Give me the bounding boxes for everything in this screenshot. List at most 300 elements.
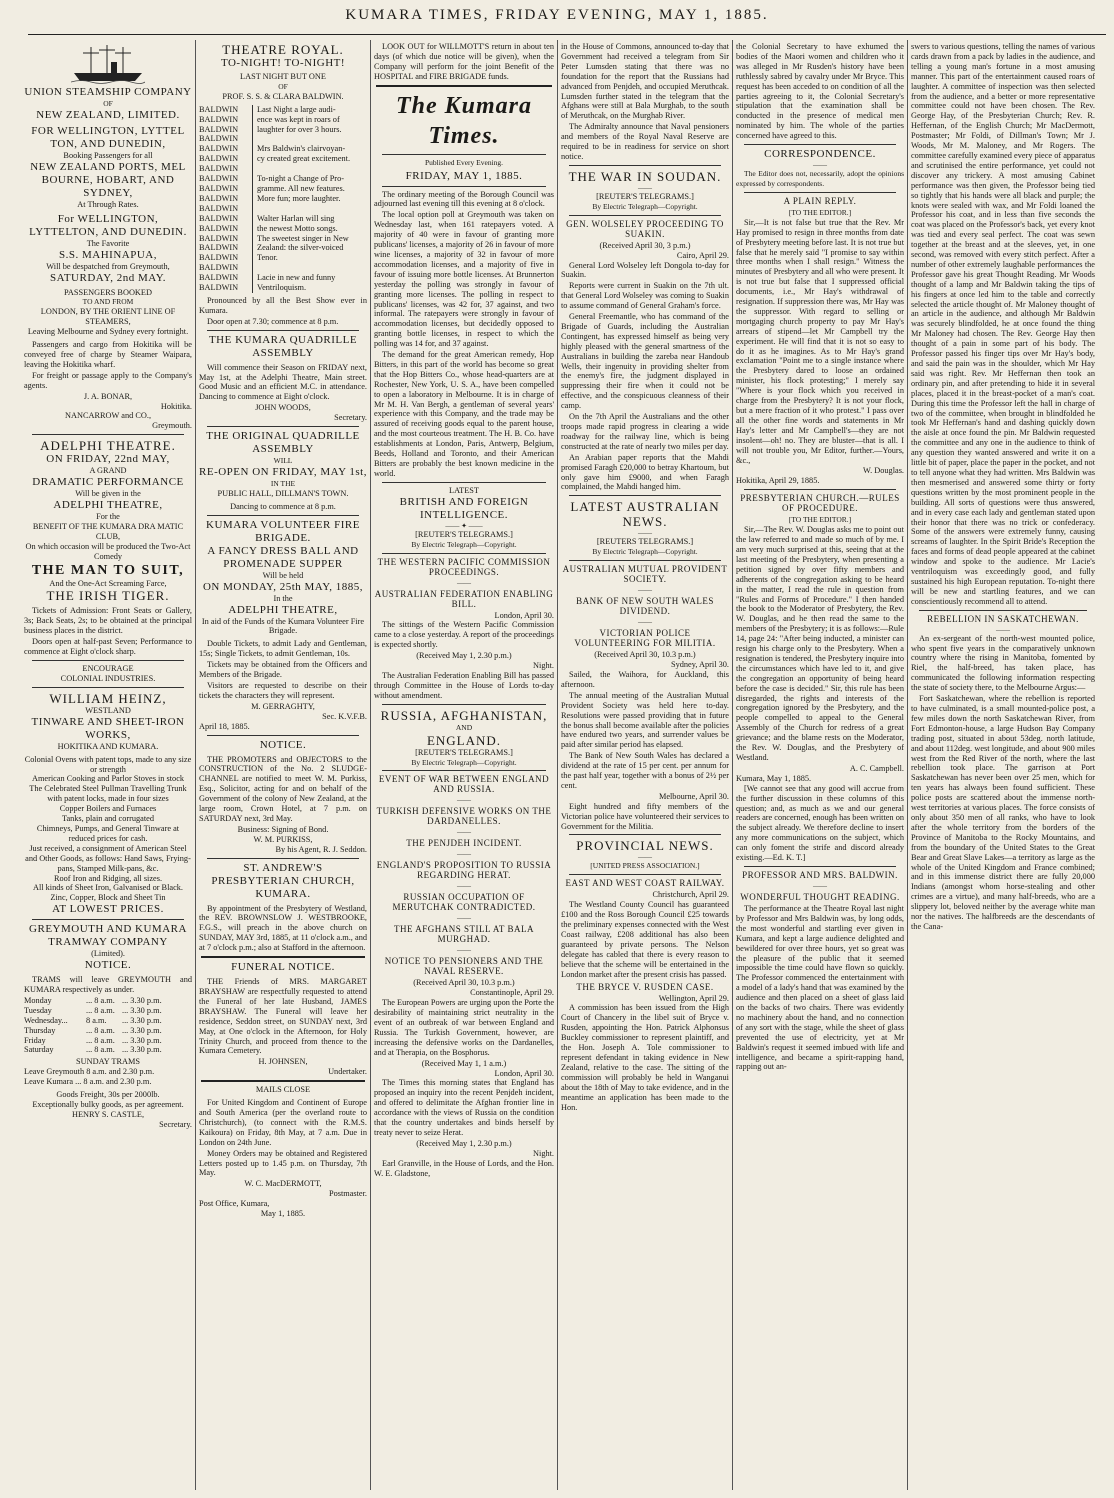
subheading: RUSSIAN OCCUPATION OF MERUTCHAK CONTRADICTED.: [392, 892, 536, 913]
divider: [569, 165, 721, 166]
section-heading: LATEST AUSTRALIAN: [570, 499, 720, 515]
subheading: VICTORIAN POLICE VOLUNTEERING FOR MILITIA.: [574, 628, 716, 649]
divider: [382, 186, 546, 187]
text: ence was kept in roars of: [257, 114, 340, 124]
divider: [382, 704, 546, 705]
text: [253, 204, 367, 214]
dateline: London, April 30.: [494, 610, 554, 620]
text: S.S. MAHINAPUA,: [59, 248, 157, 261]
subheading: BANK OF NEW SOUTH WALES DIVIDEND.: [576, 596, 714, 617]
divider-ornament: ——: [813, 881, 827, 890]
text: SUNDAY TRAMS: [75, 1057, 140, 1067]
divider-ornament: ——: [638, 586, 652, 595]
paragraph: The Bank of New South Wales has declared a dividend at the rate of 15 per cent. per annum for the past half year, together with a bonus of 2½ per cent.: [561, 751, 729, 790]
divider: [744, 489, 896, 490]
funeral-title: FUNERAL NOTICE.: [231, 961, 335, 974]
paragraph: The European Powers are urging upon the Porte the desirability of maintaining strict neutrality in the event of an outbreak of war between England and Russia. The Turkish Government, however, are increasing the defensive works on the Dardanelles, and at Therapia, on the Bosphorus.: [374, 998, 554, 1057]
paragraph: [We cannot see that any good will accrue from the further discussion in these columns of this question; and, as much as we and our general readers are concerned, enough has been written on the subject already. We therefore decline to insert any more communications on the subject, which can only foment the strife and discord already existing.—Ed. K. T.]: [736, 783, 904, 863]
paragraph: Passengers and cargo from Hokitika will be conveyed free of charge by Steamer Waipara, leaving the Hokitika wharf.: [24, 340, 192, 369]
theatre-title: THEATRE ROYAL.: [222, 42, 344, 57]
text: [253, 263, 367, 273]
lookout-notice: LOOK OUT for WILLMOTT'S return in about ten days (of which due notice will be given), when the Company will perform for the joint Benefit of the HOSPITAL and FIRE BRIGADE funds.: [374, 42, 554, 81]
text: the newest Motto songs.: [257, 223, 338, 233]
divider-ornament: ——: [638, 529, 652, 538]
text: WESTLAND: [85, 705, 131, 715]
play-title: THE MAN TO SUIT,: [31, 562, 185, 578]
paragraph: The demand for the great American remedy, Hop Bitters, in this part of the world has become so great that the Hop Bitters Co., whose head-quarters are at Rochester, New York, U. S. A., have been compelled to open a laboratory in Melbourne. It is in charge of Mr M. H. Van Bergh, a gentleman of several years' experience with this Company, and the trade may be assured of receiving goods equal to the parent house, and the most courteous treatment. The H. B. Co. have establishments at London, Paris, Antwerp, Belgium, Beeds, Holland and Toronto, and their American Bitters are probably the best known medicine in the world.: [374, 350, 554, 478]
list-item: Copper Boilers and Furnaces: [59, 804, 157, 814]
paragraph: By appointment of the Presbytery of Westland, the REV. BROWNSLOW J. WESTBROOKE, F.G.S., will preach in the above church on SUNDAY, MAY 3rd, 1885, at 11 o'clock a.m., and at 7 o'clock p.m.; also at Stafford in the afternoon.: [199, 903, 367, 953]
text: IN THE: [270, 479, 296, 488]
text: BALDWIN: [199, 105, 253, 115]
masthead: KUMARA TIMES, FRIDAY EVENING, MAY 1, 1885.: [345, 7, 769, 23]
paragraph: An Arabian paper reports that the Mahdi promised Faragh £20,000 to betray Khartoum, but only gave him £9000, and when Faragh complained, the Mahdi hanged him.: [561, 452, 729, 492]
table-row: [199, 204, 367, 214]
signature: Greymouth.: [152, 421, 192, 431]
section-heading: RUSSIA, AFGHANISTAN,: [380, 707, 548, 723]
paragraph: The Australian Federation Enabling Bill has passed through Committee in the House of Lords to-day without amendment.: [374, 670, 554, 700]
text: (Received May 1, 2.30 p.m.): [416, 651, 512, 661]
text: LONDON, BY THE ORIENT LINE OF STEAMERS,: [40, 307, 176, 327]
divider: [744, 866, 896, 867]
divider-ornament: ——: [638, 853, 652, 862]
paragraph: The Admiralty announce that Naval pensioners and members of the Royal Naval Reserve are required to be in readiness for service on short notice.: [561, 122, 729, 161]
signature: M. GERRAGHTY,: [251, 701, 315, 711]
text: ... 3.30 p.m.: [122, 1025, 162, 1035]
signature: W. M. PURKISS,: [253, 834, 313, 844]
signature: J. A. BONAR,: [83, 391, 133, 401]
text: NOTICE.: [84, 959, 132, 972]
table-row: [199, 214, 367, 224]
table-row: [199, 125, 367, 135]
text: Will be held: [262, 570, 304, 580]
paragraph: The ordinary meeting of the Borough Council was adjourned last evening till this evening at 8 o'clock.: [374, 189, 554, 209]
text: BENEFIT OF THE KUMARA DRA MATIC CLUB,: [32, 521, 184, 541]
paragraph: Doors open at half-past Seven; Performance to commence at Eight o'clock sharp.: [24, 637, 192, 657]
paragraph: For United Kingdom and Continent of Europe and South America (per the overland route to Christchurch), (to connect with the R.M.S. Kaikoura) on Friday, 8th May, at 7 a.m. Due in London on 24th June.: [199, 1098, 367, 1147]
paragraph: General Freemantle, who has command of the Brigade of Guards, including the Australian Contingent, has expressed himself as being very highly pleased with the general smartness of the Australians in building the zareba near Handoub Wells, their ingenuity in providing shelter from the enemy's fire, the judgment displayed in suppressing their fire when it could not be effective, and the conspicuous cleanness of their camp.: [561, 312, 729, 411]
text: Goods Freight, 30s per 2000lb.: [56, 1090, 160, 1100]
list-item: Just received, a consignment of American Steel and Other Goods, as follows: Hand Saws, Frying-pans, Stamped Milk-pans, &c.: [25, 843, 191, 873]
divider: [382, 553, 546, 554]
mails-title: MAILS CLOSE: [255, 1085, 311, 1095]
section-heading: THE WESTERN PACIFIC COMMISSION PROCEEDINGS.: [377, 556, 551, 577]
column-1: [24, 42, 192, 1490]
text: Kumara, May 1, 1885.: [736, 773, 812, 783]
schedule-row: [24, 1036, 192, 1046]
signature: H. JOHNSEN,: [258, 1057, 308, 1067]
text: DRAMATIC PERFORMANCE: [32, 476, 184, 489]
text: ... 3.30 p.m.: [122, 1045, 162, 1055]
paragraph: TRAMS will leave GREYMOUTH and KUMARA respectively as under.: [24, 975, 192, 995]
text: Zealand: the silver-voiced: [257, 243, 344, 253]
paragraph: Sir,—It is not false but true that the Rev. Mr Hay promised to resign in three months from date of Presbytery meeting before last. It is not true but false that he merely said "I promise to say within three months when I shall resign." Witness the minutes of Presbytery and all who were present. It is not true but false that I suppressed official documents, i.e., Mr Hay's withdrawal of resignation. If suppression there was, Mr Hay was the suppressor. With regard to selling or mortgaging church property to pay Mr Hay's arrears of stipend—let Mr Campbell try the experiment. He will find that it is not so easy to do it as he imagines. As to Mr Hay's grand exclamation "Point me to a single instance where the Presbytery dared to loose an ordained minister, his flock protesting;" I merely say "Where is your flock which you received in charge from the Presbytery? It is not your flock, but a mere fraction of it who protest." I pass over all the other fine words and statements in Mr Hay's letter and Mr Campbell's—they are not insolent—oh! no. They are bluster—that is all. I will not trouble you, Mr Editor, further.—Yours, &c.,: [736, 217, 904, 465]
text: ... 8 a.m.: [86, 1025, 115, 1035]
list-item: Roof Iron and Ridging, all sizes.: [53, 873, 163, 883]
text: By Electric Telegraph—Copyright.: [592, 547, 698, 557]
divider: [201, 1080, 365, 1082]
subheading: NOTICE TO PENSIONERS AND THE NAVAL RESERVE.: [384, 956, 544, 977]
table-row: [199, 273, 367, 283]
table-row: [199, 283, 367, 293]
church-title: ST. ANDREW'S PRESBYTERIAN CHURCH, KUMARA.: [211, 861, 355, 900]
paragraph: The Westland County Council has guaranteed £100 and the Ross Borough Council £25 towards the preliminary expenses connected with the West Coast railway, £208 additional has also been guaranteed by private persons. The Nelson delegate has cabled that there is every reason to believe that the scheme will be entertained in the London market after the present crisis has passed.: [561, 900, 729, 979]
paragraph: Money Orders may be obtained and Registered Letters posted up to 1.45 p.m. on Thursday, 7th May.: [199, 1148, 367, 1178]
divider: [207, 330, 359, 331]
text: RE-OPEN ON FRIDAY, MAY 1st,: [199, 466, 367, 478]
table-row: [199, 164, 367, 174]
text: Post Office, Kumara,: [199, 1199, 270, 1209]
divider: [569, 495, 721, 496]
subheading: ENGLAND'S PROPOSITION TO RUSSIA REGARDING HERAT.: [376, 860, 552, 881]
divider: [569, 874, 721, 875]
column-5: [736, 42, 904, 1490]
divider-ornament: ——: [457, 828, 471, 837]
text: LAST NIGHT BUT ONE: [240, 72, 326, 81]
table-row: [199, 144, 367, 154]
column-6: [911, 42, 1095, 1490]
paragraph: Door open at 7.30; commence at 8 p.m.: [207, 316, 339, 326]
divider: [207, 426, 359, 427]
text: Booking Passengers for all: [63, 150, 153, 160]
text: (Limited).: [91, 949, 125, 959]
table-row: [199, 184, 367, 194]
paragraph: The Times this morning states that England has proposed an inquiry into the recent Penjdeh incident, and offered to delimitate the Afghan frontier line in accordance with the views of Russia on the condition that the country undertakes and binds herself by treaty never to seize Herat.: [374, 1078, 554, 1137]
signature: Postmaster.: [328, 1189, 367, 1199]
text: Tenor.: [257, 253, 278, 263]
subheading: THE AFGHANS STILL AT BALA MURGHAD.: [393, 924, 534, 945]
top-rule: [28, 34, 1106, 35]
text: THE IRISH TIGER.: [46, 588, 170, 604]
subheading: TURKISH DEFENSIVE WORKS ON THE DARDANELLES.: [376, 806, 552, 827]
text: LATEST: [449, 485, 479, 495]
text: SATURDAY, 2nd MAY.: [50, 271, 166, 284]
divider: [32, 687, 184, 688]
paragraph: The local option poll at Greymouth was taken on Wednesday last, when 161 ratepayers voted. A majority of 40 were in favour of granting more publicans' licenses, a majority of 26 in favour of more wine licenses, a majority of 32 in favour of more accommodation licenses, and a majority of five in favour of issuing more bottle licenses. At Brunnerton yesterday the polling was strongly in favour of granting more licenses. The polling in respect to publicans' licenses, was 42 for, 37 against, and two informal. The ratepayers were strongly in favour of accommodation licenses, but decidedly opposed to granting bottle licenses, in respect to which the polling was 14 for, and 37 against.: [374, 210, 554, 349]
paragraph: Will commence their Season on FRIDAY next, May 1st, at the Adelphi Theatre, Main street. Good Music and an efficient M.C. in attendance. Dancing to commence at Eight o'clock.: [199, 362, 367, 402]
list-item: American Cooking and Parlor Stoves in stock: [31, 774, 185, 784]
text: [253, 134, 367, 144]
text: [TO THE EDITOR.]: [788, 207, 852, 217]
text: BALDWIN: [199, 174, 253, 184]
text: (Received May 1, 2.30 p.m.): [416, 1138, 512, 1148]
text: Hokitika, April 29, 1885.: [736, 476, 820, 486]
schedule-row: [24, 1045, 192, 1055]
divider: [32, 434, 184, 435]
table-row: [199, 154, 367, 164]
list-item: Zinc, Copper, Block and Sheet Tin: [50, 893, 166, 903]
tram-schedule: [24, 996, 192, 1055]
table-row: [199, 263, 367, 273]
text: May 1, 1885.: [260, 1209, 306, 1219]
subheading: A PLAIN REPLY.: [783, 195, 857, 206]
schedule-row: [24, 1026, 192, 1036]
text: [REUTER'S TELEGRAMS.]: [415, 529, 513, 539]
table-row: [199, 234, 367, 244]
dateline: Melbourne, April 30.: [658, 791, 729, 801]
divider-ornament: ——: [638, 618, 652, 627]
text: cy created great excitement.: [257, 154, 351, 164]
signature: A. C. Campbell.: [849, 763, 904, 773]
text: On which occasion will be produced the Two-Act Comedy: [25, 541, 191, 561]
steamship-icon: [71, 44, 145, 84]
schedule-row: [24, 1006, 192, 1016]
text: AND: [455, 722, 473, 732]
text: BALDWIN: [199, 214, 253, 224]
table-row: [199, 224, 367, 234]
paragraph: Sir,—The Rev. W. Douglas asks me to point out the law referred to and made so much of by me. I am very much surprised at this, seeing that at the last meeting of the Presbytery, when presenting a petition signed by over fifty members and adherents of the congregation asking to be heard in the matter, I read the rule in question from "Rules and Forms of Procedure." I then handed the book to the Moderator of Presbytery, the Rev. W. Douglas, and he then read the same to the members of the Presbytery; it is as follows:—Rule 14, page 24: "After being inducted, a minister can resign his charge only to the Presbytery. When a resignation is tendered, the Presbytery inquire into the circumstances which have led to it, and give the congregation an opportunity of being heard before the case is decided." Sir, this rule has been disregarded, the rights and interests of the congregation ignored by the Presbytery, and the people compelled to appeal to the General Assembly of the Church for redress of a great grievance; and the blame rests on the Moderator, the Rev. W. Douglas, and the Presbytery of Westland.: [736, 525, 904, 762]
paragraph: The performance at the Theatre Royal last night by Professor and Mrs Baldwin was, by long odds, the most wonderful and startling ever given in Kumara, and kept a large audience delighted and bewildered for over three hours, yet so great was the pleasure of the public that it seemed impossible the time could have flown so quickly. The Professor commenced the entertainment with a model of a lady's hand that was examined by the audience and then placed on a sheet of glass laid on the backs of two chairs. There was evidently no machinery about the hand, and no connection of any sort with the stage, while the sheet of glass prevented the use of electricity, yet at Mr Baldwin's request it seemed imbued with life and intelligence, and became a spirit-rapping hand, rapping out an-: [736, 903, 904, 1072]
paragraph: The sittings of the Western Pacific Commission came to a close yesterday. A report of the proceedings is expected shortly.: [374, 620, 554, 650]
table-row: [199, 194, 367, 204]
text: HOKITIKA AND KUMARA.: [57, 741, 159, 751]
table-row: [199, 243, 367, 253]
signature: Secretary.: [159, 1119, 192, 1129]
text: Will be given in the: [75, 489, 141, 499]
notice-title: NOTICE.: [259, 738, 307, 751]
text: FRIDAY, MAY 1, 1885.: [405, 169, 523, 182]
divider: [207, 858, 359, 859]
divider: [201, 956, 365, 958]
text: AT LOWEST PRICES.: [52, 903, 164, 916]
text: WILL: [273, 456, 293, 466]
signature: By his Agent, R. J. Seddon.: [275, 844, 367, 854]
text: TO-NIGHT! TO-NIGHT!: [220, 57, 346, 69]
divider: [744, 144, 896, 145]
divider-ornament: ——: [457, 578, 471, 587]
table-row: [199, 253, 367, 263]
section-heading: NEWS.: [622, 514, 668, 530]
paragraph: Sailed, the Waihora, for Auckland, this afternoon.: [561, 669, 729, 689]
column-rule: [907, 40, 908, 1490]
text: ... 3.30 p.m.: [122, 1015, 162, 1025]
text: Monday: [24, 995, 52, 1005]
text: OF: [103, 99, 113, 108]
text: (Received April 30, 10.3 p.m.): [594, 650, 696, 660]
text: BALDWIN: [199, 115, 253, 125]
paragraph: Tickets of Admission: Front Seats or Gallery, 3s; Back Seats, 2s; to be obtained at the principal business places in the district.: [24, 606, 192, 636]
signature: JOHN WOODS,: [255, 403, 311, 413]
adelphi-title: ADELPHI THEATRE.: [40, 438, 176, 454]
text: BALDWIN: [199, 234, 253, 244]
text: Saturday: [24, 1045, 54, 1055]
divider: [569, 560, 721, 561]
text: [REUTER'S TELEGRAMS.]: [596, 191, 694, 201]
dateline: Wellington, April 29.: [658, 993, 729, 1003]
text: By Electric Telegraph—Copyright.: [411, 757, 517, 767]
text: BALDWIN: [199, 184, 253, 194]
column-rule: [732, 40, 733, 1490]
divider-ornament: ——: [457, 796, 471, 805]
text: ... 8 a.m.: [86, 995, 115, 1005]
divider: [382, 482, 546, 483]
divider-ornament: ——: [457, 850, 471, 859]
subheading: EAST AND WEST COAST RAILWAY.: [565, 878, 725, 889]
subheading: PRESBYTERIAN CHURCH.—RULES OF PROCEDURE.: [740, 493, 900, 514]
text: (Received April 30, 3 p.m.): [599, 240, 691, 250]
divider-ornament: ——: [638, 183, 652, 192]
paragraph: General Lord Wolseley left Dongola to-day for Suakin.: [561, 260, 729, 280]
text: COLONIAL INDUSTRIES.: [60, 673, 156, 683]
text: PROF. S. S. & CLARA BALDWIN.: [222, 91, 344, 101]
text: ... 3.30 p.m.: [122, 995, 162, 1005]
tramway-title: GREYMOUTH AND KUMARA TRAMWAY COMPANY: [29, 923, 187, 949]
paragraph: The Editor does not, necessarily, adopt the opinions expressed by correspondents.: [736, 169, 904, 188]
list-item: Chimneys, Pumps, and General Tinware at reduced prices for cash.: [36, 823, 180, 843]
text: INTELLIGENCE.: [419, 508, 509, 521]
divider: [382, 770, 546, 771]
text: [TO THE EDITOR.]: [788, 515, 852, 525]
text: laughter for over 3 hours.: [257, 124, 342, 134]
divider: [919, 610, 1087, 611]
dateline: Constantinople, April 29.: [470, 988, 554, 998]
table-row: [199, 134, 367, 144]
text: BALDWIN: [199, 253, 253, 263]
text: ... 3.30 p.m.: [122, 1005, 162, 1015]
section-heading: AUSTRALIAN FEDERATION ENABLING BILL.: [374, 588, 554, 609]
quadrille-title: THE KUMARA QUADRILLE ASSEMBLY: [208, 333, 358, 359]
divider-ornament: ——: [457, 914, 471, 923]
text: BALDWIN: [199, 154, 253, 164]
subheading: GEN. WOLSELEY PROCEEDING TO SUAKIN.: [566, 218, 724, 239]
text: ... 3.30 p.m.: [122, 1035, 162, 1045]
column-rule: [195, 40, 196, 1490]
text: Last Night a large audi-: [257, 104, 336, 114]
column-rule: [370, 40, 371, 1490]
paragraph: in the House of Commons, announced to-day that Government had received a telegram from Sir Peter Lumsden stating that there was no foundation for the report that the Russians had advanced from Penjdeh, and occupied Meruthcak. Lumsden further stated in the telegram that the Afghans were still at Bala Murghab, to the south of Meruthcak, on the Murghab River.: [561, 42, 729, 121]
paragraph: Earl Granville, in the House of Lords, and the Hon. W. E. Gladstone,: [374, 1158, 554, 1178]
text: By Electric Telegraph—Copyright.: [411, 539, 517, 549]
table-row: [199, 174, 367, 184]
divider-ornament: ——: [996, 625, 1010, 634]
divider: [32, 919, 184, 920]
text: Tuesday: [24, 1005, 52, 1015]
text: FOR WELLINGTON, LYTTEL TON, AND DUNEDIN,: [31, 124, 185, 150]
paragraph: Reports were current in Suakin on the 7th ult. that General Lord Wolseley was coming to Suakin to assume command of General Graham's force.: [561, 281, 729, 311]
paragraph: Pronounced by all the Best Show ever in Kumara.: [199, 295, 367, 315]
union-title: UNION STEAMSHIP COMPANY: [24, 86, 192, 98]
signature: Hokitika.: [160, 401, 192, 411]
dateline: Night.: [533, 1148, 554, 1158]
text: BALDWIN: [199, 144, 253, 154]
dateline: Christchurch, April 29.: [652, 890, 729, 900]
text: [253, 164, 367, 174]
paragraph: Visitors are requested to describe on their tickets the characters they will represent.: [199, 680, 367, 700]
paragraph: Eight hundred and fifty members of the Victorian police have volunteered their services to Government for the Militia.: [561, 801, 729, 831]
text: Thursday: [24, 1025, 56, 1035]
subheading: THE BRYCE V. RUSDEN CASE.: [576, 981, 714, 992]
subheading: PROFESSOR AND MRS. BALDWIN.: [742, 869, 898, 880]
text: Wednesday...: [24, 1015, 68, 1025]
text: ON MONDAY, 25th MAY, 1885,: [202, 580, 363, 593]
text: For the: [96, 512, 120, 522]
text: At Through Rates.: [77, 199, 139, 209]
text: To-night a Change of Pro-: [257, 174, 344, 184]
signature: NANCARROW and CO.,: [64, 411, 152, 421]
dateline: Sydney, April 30.: [670, 660, 729, 670]
text: In aid of the Funds of the Kumara Volunteer Fire Brigade.: [201, 616, 365, 636]
text: Will be despatched from Greymouth,: [46, 261, 170, 271]
baldwin-table: [199, 105, 367, 293]
text: The Favorite: [86, 238, 130, 248]
list-item: Tanks, plain and corrugated: [61, 814, 155, 824]
text: 8 a.m.: [86, 1015, 107, 1025]
text: ENCOURAGE: [82, 664, 134, 673]
section-heading: PROVINCIAL NEWS.: [576, 838, 714, 854]
divider: [569, 834, 721, 835]
text: ... 8 a.m.: [86, 1005, 115, 1015]
brigade-title: KUMARA VOLUNTEER FIRE BRIGADE.: [206, 518, 360, 544]
text: Dancing to commence at 8 p.m.: [230, 501, 336, 511]
text: PUBLIC HALL, DILLMAN'S TOWN.: [217, 488, 349, 498]
text: NEW ZEALAND PORTS, MEL BOURNE, HOBART, AND SYDNEY,: [30, 160, 186, 199]
list-item: Colonial Ovens with patent tops, made to any size or strength: [24, 754, 192, 774]
divider: [569, 215, 721, 216]
text: [REUTER'S TELEGRAMS.]: [415, 747, 513, 757]
paragraph: THE Friends of MRS. MARGARET BRAYSHAW are respectfully requested to attend the Funeral of her late Husband, JAMES BRAYSHAW. The Funeral will leave her residence, Seddon street, on SUNDAY next, 3rd May, at One o'clock in the Afternoon, for Holy Trinity Church, and proceed from thence to the Kumara Cemetery.: [199, 977, 367, 1056]
column-2: [199, 42, 367, 1490]
text: ... 8 a.m.: [86, 1035, 115, 1045]
signature: W. Douglas.: [863, 466, 904, 476]
paragraph: The annual meeting of the Australian Mutual Provident Society was held here to-day. Resolutions were passed providing that in future the bonus shall become available after the policies have endured two years, and surrender values be paid after similar period has elapsed.: [561, 690, 729, 750]
text: A GRAND: [89, 466, 127, 476]
divider-ornament: ——: [813, 161, 827, 170]
text: Friday: [24, 1035, 46, 1045]
subheading: THE PENJDEH INCIDENT.: [406, 838, 522, 849]
paragraph: Double Tickets, to admit Lady and Gentleman, 15s; Single Tickets, to admit Gentleman, 10s.: [199, 639, 367, 659]
divider: [207, 735, 359, 736]
subheading: WONDERFUL THOUGHT READING.: [740, 891, 900, 902]
text: Leave Kumara ... 8 a.m. and 2.30 p.m.: [24, 1077, 152, 1087]
divider: [32, 660, 184, 661]
table-row: [199, 105, 367, 115]
table-row: [199, 115, 367, 125]
schedule-row: [24, 996, 192, 1006]
divider: [382, 154, 546, 155]
text: ADELPHI THEATRE,: [53, 499, 163, 512]
text: PASSENGERS BOOKED: [64, 287, 152, 297]
paragraph: Tickets may be obtained from the Officers and Members of the Brigade.: [199, 660, 367, 680]
text: Walter Harlan will sing: [257, 213, 335, 223]
newspaper-title: The Kumara Times.: [395, 92, 533, 149]
column-3: [374, 42, 554, 1490]
text: Published Every Evening.: [424, 157, 504, 167]
text: (Received April 30, 10.3 p.m.): [413, 978, 515, 988]
text: Leaving Melbourne and Sydney every fortnight.: [27, 327, 189, 337]
text: A FANCY DRESS BALL AND PROMENADE SUPPER: [207, 544, 359, 570]
text: TINWARE AND SHEET-IRON WORKS,: [31, 715, 185, 741]
text: BALDWIN: [199, 194, 253, 204]
paragraph: For freight or passage apply to the Company's agents.: [24, 370, 192, 390]
text: BALDWIN: [199, 283, 253, 293]
paragraph: On the 7th April the Australians and the other troops made rapid progress in clearing a wide roadway for the railway line, which is being constructed at the rate of nearly two miles per day.: [561, 412, 729, 451]
text: NEW ZEALAND, LIMITED.: [36, 108, 180, 121]
section-heading: THE WAR IN SOUDAN.: [568, 168, 722, 184]
text: BALDWIN: [199, 125, 253, 135]
divider: [207, 515, 359, 516]
text: Mrs Baldwin's clairvoyan-: [257, 144, 346, 154]
text: BALDWIN: [199, 263, 253, 273]
heinz-title: WILLIAM HEINZ,: [49, 690, 167, 706]
text: [UNITED PRESS ASSOCIATION.]: [590, 861, 700, 871]
text: Leave Greymouth 8 a.m. and 2.30 p.m.: [24, 1067, 155, 1077]
text: BALDWIN: [199, 134, 253, 144]
text: ... 8 a.m.: [86, 1045, 115, 1055]
text: Exceptionally bulky goods, as per agreement.: [32, 1100, 184, 1109]
text: By Electric Telegraph—Copyright.: [592, 201, 698, 211]
text: gramme. All new features.: [257, 183, 345, 193]
text: OF: [278, 81, 288, 91]
